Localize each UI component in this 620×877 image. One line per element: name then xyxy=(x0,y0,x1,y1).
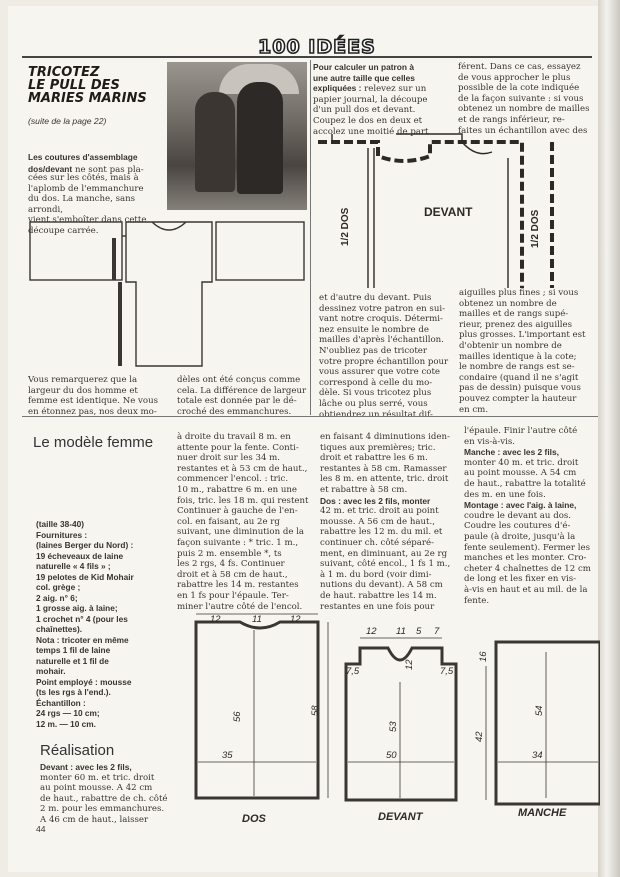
text-line: possible de la cote indiquée xyxy=(458,83,580,94)
spec-line: mohair. xyxy=(36,666,66,676)
devant-top-measure: 12 xyxy=(366,626,377,637)
text-line: ment, en diminuant, au 2e rg xyxy=(320,548,448,559)
manche-width-measure: 34 xyxy=(532,750,543,761)
text-line: mailles d'après l'échantillon. xyxy=(319,335,444,346)
text-line: découpe carrée. xyxy=(28,225,99,236)
text-line: en étonnez pas, nos deux mo- xyxy=(28,406,157,417)
spec-line: 19 écheveaux de laine xyxy=(36,550,124,561)
text-line: le nombre de rangs est se- xyxy=(459,362,575,373)
text-line: suivant, côté encol., 1 fs 1 m., xyxy=(320,559,451,570)
text-line: commencer l'encol. : tric. xyxy=(177,474,289,485)
text-line: à-vis en haut et au mil. de la xyxy=(464,584,588,595)
text-line: dèle. Si vous tricotez plus xyxy=(319,388,432,399)
text-line: droit et rabattre les 6 m. xyxy=(320,453,428,464)
coutures-paragraph xyxy=(28,152,164,175)
spec-line: (laines Berger du Nord) : xyxy=(36,540,134,550)
devant-side-measure: 42 xyxy=(474,731,485,742)
spec-line: Échantillon : xyxy=(36,697,86,708)
text-line: en cm. xyxy=(459,404,489,415)
text-line: rieur, prenez des aiguilles xyxy=(459,319,573,330)
spec-line: 12 m. — 10 cm. xyxy=(36,718,96,729)
body-shape xyxy=(126,222,212,366)
text-line: férent. Dans ce cas, essayez xyxy=(458,62,581,72)
text-line: de long et les fixer en vis- xyxy=(464,574,577,585)
col3-top-paragraph xyxy=(458,62,594,136)
text-line: et rabattre à 58 cm. xyxy=(320,484,408,495)
text-line: votre propre échantillon pour xyxy=(319,356,449,367)
dos-top-measure: 12 xyxy=(290,614,301,625)
text-line: paule (à droite, jusqu'à la xyxy=(464,531,576,542)
text-line: d'un pull dos et devant. xyxy=(313,105,416,116)
devant-label: DEVANT xyxy=(424,205,473,219)
pattern-pieces-diagram xyxy=(190,612,600,824)
text-line: 2 m. pour les emmanchures. xyxy=(40,804,165,815)
text-line: nutions du devant). A 58 cm xyxy=(320,580,443,591)
text-line: restantes et à 53 cm de haut., xyxy=(177,463,308,474)
text-line: suivant, une diminution de la xyxy=(177,527,305,538)
spec-line: chaînettes). xyxy=(36,624,83,634)
half-dos-label-right: 1/2 DOS xyxy=(530,209,541,248)
half-dos-label-left: 1/2 DOS xyxy=(340,207,351,246)
manche-piece xyxy=(496,642,600,804)
text-line: croché des emmanchures. xyxy=(177,406,292,417)
page-binding xyxy=(598,0,620,877)
right-sleeve-shape xyxy=(216,222,304,280)
spec-line: (taille 38-40) xyxy=(36,519,84,529)
text-line: pouvez compter la hauteur xyxy=(459,393,577,404)
text-line: restantes à 58 cm. Ramasser xyxy=(320,463,447,474)
text-line: fente seulement). Fermer les xyxy=(464,542,590,553)
text-line: des m. en une fois. xyxy=(464,489,546,500)
manche-label: MANCHE xyxy=(518,807,567,819)
text-line: Vous remarquerez que la xyxy=(28,375,138,385)
devant-emm-measure: 7,5 xyxy=(346,666,360,677)
devant-neck-measure: 12 xyxy=(404,659,415,670)
modele-col2 xyxy=(177,432,313,612)
sweater-flat-drawing xyxy=(26,218,310,370)
text-line: de haut., rabattre de ch. côté xyxy=(40,793,168,804)
spec-line: Nota : tricoter en même xyxy=(36,634,129,645)
spec-line: naturelle et 1 fil de xyxy=(36,655,109,666)
manche-top-measure: 16 xyxy=(478,651,489,662)
devant-top-measure: 5 xyxy=(416,626,422,637)
article-subtitle: (suite de la page 22) xyxy=(28,116,107,126)
text-line: en vis-à-vis. xyxy=(464,436,516,447)
text-line: N'oubliez pas de tricoter xyxy=(319,345,427,356)
text-line: col. en faisant, au 2e rg xyxy=(177,516,280,527)
text-line: façon suivante : * tric. 1 m., xyxy=(177,537,299,548)
text-line: Montage : avec l'aig. à laine, xyxy=(464,500,577,511)
text-line: nuer droit sur les 34 m. xyxy=(177,453,281,464)
header-rule xyxy=(22,56,592,58)
spec-line: naturelle « 4 fils » ; xyxy=(36,561,111,571)
coutures-line: ne sont pas pla- xyxy=(74,164,144,175)
text-line: largeur du dos homme et xyxy=(28,385,138,396)
text-line: obtenez un nombre de mailles xyxy=(458,104,590,115)
text-line: nez ensuite le nombre de xyxy=(319,324,429,335)
person-silhouette xyxy=(195,92,235,192)
spec-line: 1 grosse aig. à laine; xyxy=(36,603,118,613)
text-line: fois, tric. les 18 m. qui restent xyxy=(177,495,309,506)
text-line: vient s'emboîter dans cette xyxy=(28,215,147,226)
text-line: plus grosses. L'important est xyxy=(459,330,586,341)
text-line: condaire (quand il ne s'agit xyxy=(459,372,579,383)
text-line: 42 m. et tric. droit au point xyxy=(320,506,439,517)
text-line: 10 m., rabattre 6 m. en une xyxy=(177,484,298,495)
text-line: de haut., rabattre la totalité xyxy=(464,478,586,489)
text-line: totale est donnée par le dé- xyxy=(177,396,297,407)
text-line: en 1 fs pour l'épaule. Ter- xyxy=(177,590,289,601)
devant-height-measure: 53 xyxy=(388,721,399,732)
text-line: de haut. rabattre les 14 m. xyxy=(320,590,437,601)
text-line: Dos : avec les 2 fils, monter xyxy=(320,495,431,506)
text-line: fente. xyxy=(464,595,490,606)
patron-label-line: une autre taille que celles xyxy=(313,72,415,83)
devant-width-measure: 50 xyxy=(386,750,397,761)
text-line: au point mousse. A 42 cm xyxy=(40,783,153,794)
text-line: coudre le devant au dos. xyxy=(464,510,572,521)
patron-paragraph xyxy=(313,62,453,137)
text-line: vant notre croquis. Détermi- xyxy=(319,314,443,325)
neckline-shape xyxy=(152,222,186,230)
text-line: miner l'autre côté de l'encol. xyxy=(177,601,303,612)
text-line: et d'autre du devant. Puis xyxy=(319,293,432,303)
left-sleeve-shape xyxy=(30,222,122,280)
dos-piece xyxy=(196,622,318,798)
dos-total-measure: 58 xyxy=(310,705,321,716)
devant-top-measure: 7 xyxy=(434,626,440,637)
dos-top-measure: 11 xyxy=(252,614,262,625)
devant-top-measure: 11 xyxy=(396,626,406,637)
text-line: cela. La différence de largeur xyxy=(177,385,307,396)
text-line: mailles identique à la cote; xyxy=(459,351,577,362)
text-line: obtiendrez un résultat dif- xyxy=(319,409,433,420)
spec-line: Fournitures : xyxy=(36,529,88,540)
modele-col4 xyxy=(464,426,600,606)
text-line: pas de dessin) puisque vous xyxy=(459,383,581,394)
text-line: lâche ou plus serré, vous xyxy=(319,398,428,409)
remark-right xyxy=(177,375,313,417)
realisation-heading: Réalisation xyxy=(40,742,115,759)
text-line: droit et à 58 cm de haut., xyxy=(177,569,288,580)
text-line: manches et les monter. Cro- xyxy=(464,553,587,564)
spec-line: 1 crochet n° 4 (pour les xyxy=(36,613,128,624)
text-line: Continuer à gauche de l'en- xyxy=(177,506,298,517)
text-line: du dos. La manche, sans arrondi, xyxy=(28,194,136,215)
text-line: à droite du travail 8 m. en xyxy=(177,432,291,442)
text-line: rabattre les 14 m. restantes xyxy=(177,580,299,591)
text-line: Devant : avec les 2 fils, xyxy=(40,762,132,772)
text-line: mousse. A 56 cm de haut., xyxy=(320,516,435,527)
text-line: Coupez le dos en deux et xyxy=(313,115,423,126)
article-title xyxy=(28,66,147,105)
specs-block xyxy=(36,519,174,729)
spec-line: temps 1 fil de laine xyxy=(36,645,111,655)
spec-line: 24 rgs — 10 cm; xyxy=(36,708,100,718)
text-line: l'épaule. Finir l'autre côté xyxy=(464,426,578,436)
text-line: tiques aux premières; tric. xyxy=(320,442,436,453)
title-line: TRICOTEZ xyxy=(28,65,100,80)
remark-left xyxy=(28,375,166,417)
text-line: à 1 m. du bord (voir dimi- xyxy=(320,569,432,580)
patron-label-line: expliquées : xyxy=(313,83,362,94)
dos-width-measure: 35 xyxy=(222,750,233,761)
spec-line: (ts les rgs à l'end.). xyxy=(36,687,111,697)
text-line: dessinez votre patron en sui- xyxy=(319,303,446,314)
devant-label: DEVANT xyxy=(378,811,423,823)
text-line: cées sur les côtés, mais à xyxy=(28,173,139,183)
text-line: continuer ch. côté séparé- xyxy=(320,537,435,548)
text-line: accolez une moitié de part xyxy=(313,126,429,137)
text-line: les 8 m. en attente, tric. droit xyxy=(320,474,449,485)
text-line: monter 60 m. et tric. droit xyxy=(40,772,155,783)
realisation-paragraph xyxy=(40,762,180,826)
manche-height-measure: 54 xyxy=(534,705,545,716)
text-line: monter 40 m. et tric. droit xyxy=(464,457,579,468)
text-line: obtenez un nombre de xyxy=(459,298,557,309)
coutures-label: Les coutures d'assemblage dos/devant xyxy=(28,152,138,174)
sleeve-seam-fill xyxy=(112,238,116,280)
text-line: attente pour la fente. Conti- xyxy=(177,442,299,453)
spec-line: 19 pelotes de Kid Mohair xyxy=(36,571,134,582)
text-line: Coudre les coutures d'é- xyxy=(464,521,571,532)
text-line: A 46 cm de haut., laisser xyxy=(40,814,149,825)
dos-label: DOS xyxy=(242,813,266,824)
col3-mid-paragraph xyxy=(459,288,595,415)
text-line: l'aplomb de l'emmanchure xyxy=(28,183,144,194)
couple-photo xyxy=(167,62,307,210)
spec-line: Point employé : mousse xyxy=(36,676,132,687)
person-silhouette xyxy=(237,82,283,194)
column-divider xyxy=(310,60,311,415)
text-line: correspond à celle du mo- xyxy=(319,377,433,388)
title-line: LE PULL DES xyxy=(28,78,120,93)
dos-top-measure: 12 xyxy=(210,614,221,625)
text-line: rabattre les 12 m. du mil. et xyxy=(320,527,443,538)
spec-line: 2 aig. n° 6; xyxy=(36,592,78,603)
pattern-schematic xyxy=(312,125,598,292)
section-divider xyxy=(22,416,598,417)
text-line: dèles ont été conçus comme xyxy=(177,375,301,385)
text-line: papier journal, la découpe xyxy=(313,94,428,105)
text-line: Manche : avec les 2 fils, xyxy=(464,447,559,458)
text-line: aiguilles plus fines ; si vous xyxy=(459,288,579,298)
body-seam-fill xyxy=(118,282,122,366)
text-line: mailles et de rangs supé- xyxy=(459,309,569,320)
text-line: de vous approcher le plus xyxy=(458,72,571,83)
text-line: et de rangs inférieur, re- xyxy=(458,114,565,125)
spec-line: col. grège ; xyxy=(36,582,81,592)
text-line: relevez sur un xyxy=(364,84,427,95)
text-line: de la façon suivante : si vous xyxy=(458,93,584,104)
text-line: les 2 rgs, 4 fs. Continuer xyxy=(177,559,285,570)
devant-emm-measure: 7,5 xyxy=(440,666,454,677)
text-line: d'obtenir un nombre de xyxy=(459,340,562,351)
title-line: MARIES MARINS xyxy=(28,91,147,106)
dos-height-measure: 56 xyxy=(232,711,243,722)
modele-heading: Le modèle femme xyxy=(33,434,154,451)
page-number: 44 xyxy=(36,824,46,834)
text-line: cheter 4 chaînettes de 12 cm xyxy=(464,563,591,574)
text-line: vous assurer que votre cote xyxy=(319,367,441,378)
col2-mid-paragraph xyxy=(319,293,455,420)
modele-col3 xyxy=(320,432,458,612)
patron-label-line: Pour calculer un patron à xyxy=(313,62,414,72)
section-header: 100 IDÉES xyxy=(258,36,376,58)
text-line: puis 2 m. ensemble *, ts xyxy=(177,548,282,559)
text-line: femme est identique. Ne vous xyxy=(28,396,159,407)
text-line: en faisant 4 diminutions iden- xyxy=(320,432,450,442)
text-line: au point mousse. A 54 cm xyxy=(464,468,577,479)
text-line: restantes en une fois pour xyxy=(320,601,435,612)
text-line: faites un échantillon avec des xyxy=(458,125,588,136)
